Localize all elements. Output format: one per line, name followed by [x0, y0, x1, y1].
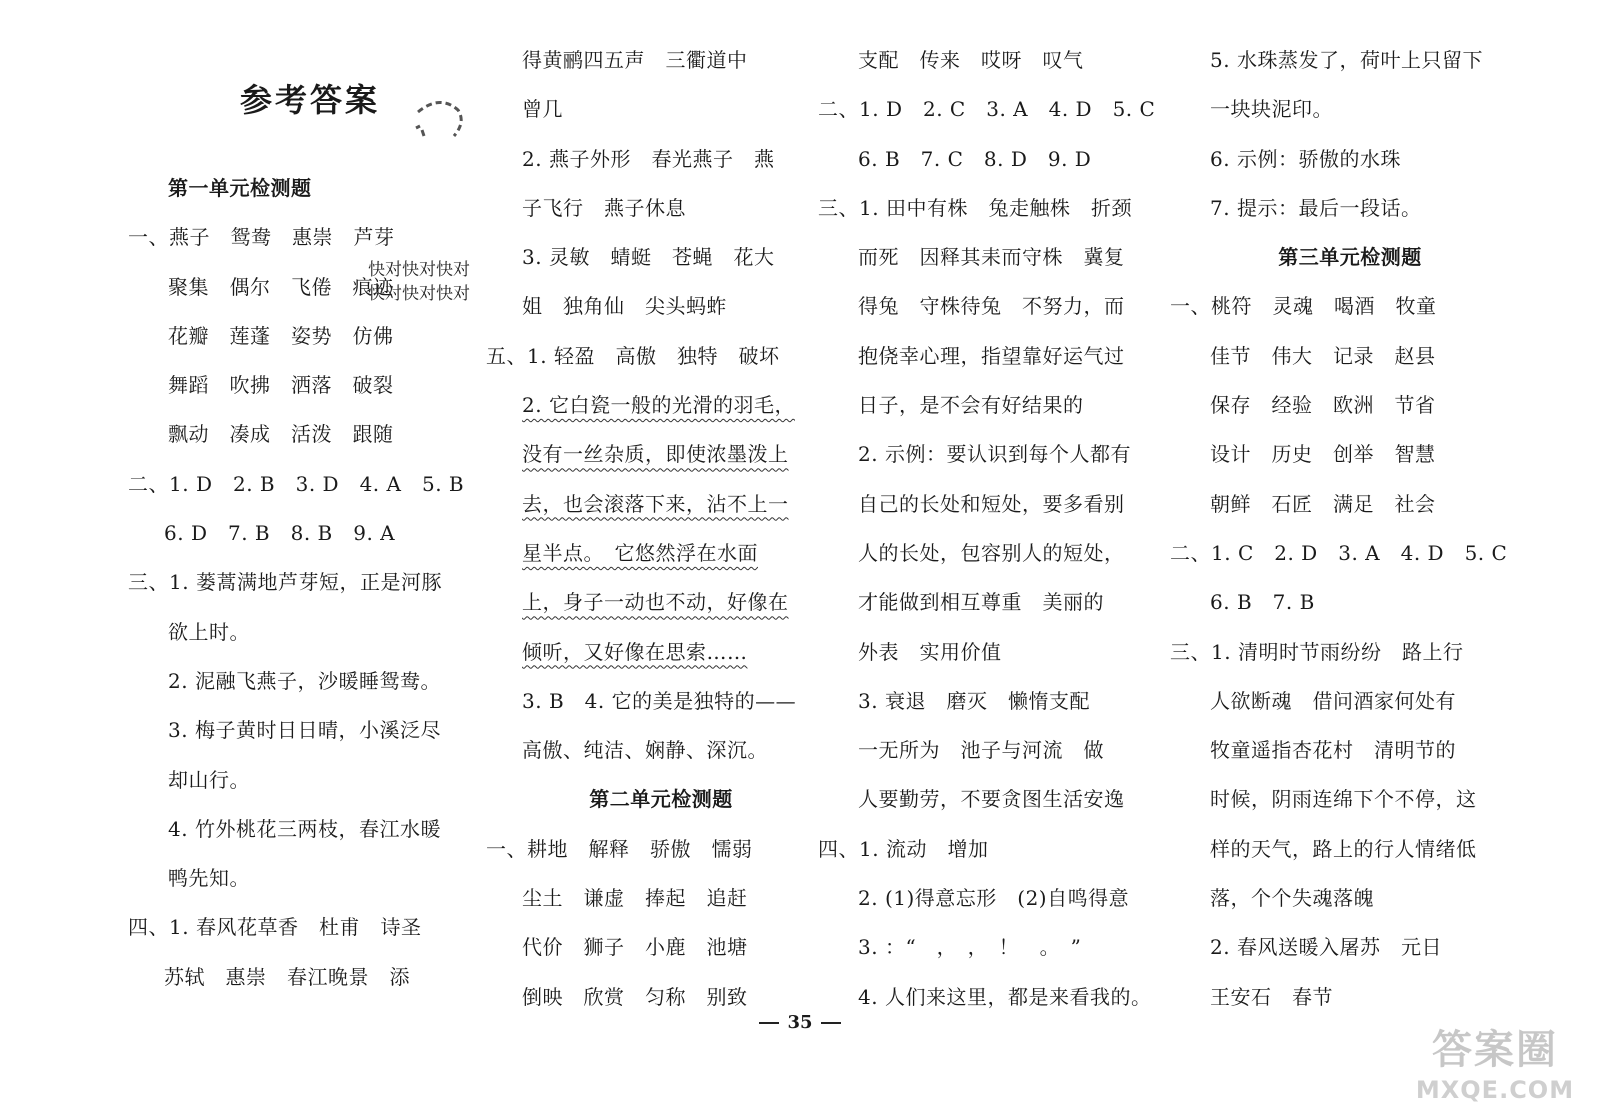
- answer-text: 飘动 凑成 活泼 跟随: [168, 422, 394, 447]
- answer-text: 二、1. D 2. C 3. A 4. D 5. C: [818, 97, 1156, 122]
- answer-line: [818, 578, 1168, 627]
- column-1: [128, 36, 468, 1002]
- answer-line: [818, 923, 1168, 972]
- answer-text: 三、1. 蒌蒿满地芦芽短，正是河豚: [128, 570, 442, 595]
- answer-line: [818, 282, 1168, 331]
- answer-text: 得黄鹂四五声 三衢道中: [522, 48, 748, 72]
- answer-text: 5. 水珠蒸发了，荷叶上只留下: [1210, 48, 1483, 72]
- answer-text: 欲上时。: [168, 619, 250, 644]
- answer-text: 苏轼 惠崇 春江晚景 添: [164, 964, 410, 989]
- answer-line: [1170, 529, 1530, 578]
- answer-text: 鸭先知。: [168, 866, 250, 891]
- answer-line: [128, 805, 468, 854]
- answer-line: [1170, 825, 1530, 874]
- answer-line: [486, 923, 836, 972]
- answer-text: 落，个个失魂落魄: [1210, 886, 1374, 911]
- answer-text: 2. (1)得意忘形 (2)自鸣得意: [858, 886, 1130, 911]
- answer-text: 四、1. 流动 增加: [818, 836, 989, 861]
- answer-line: [128, 361, 468, 410]
- answer-line: [1170, 135, 1530, 184]
- answer-line: [486, 726, 836, 775]
- answer-line: [818, 825, 1168, 874]
- answer-line: [128, 509, 468, 558]
- answer-text: 子飞行 燕子休息: [522, 195, 686, 220]
- answer-line: [128, 460, 468, 509]
- answer-text: 人的长处，包容别人的短处，: [858, 540, 1125, 565]
- answer-line: [486, 529, 836, 578]
- answer-text: 2. 燕子外形 春光燕子 燕: [522, 146, 775, 171]
- answer-line: [486, 85, 836, 134]
- answer-text: 第一单元检测题: [168, 176, 312, 200]
- answer-line: [818, 233, 1168, 282]
- answer-text: 二、1. C 2. D 3. A 4. D 5. C: [1170, 540, 1508, 565]
- answer-text: 曾几: [522, 97, 563, 122]
- answer-text: 得兔 守株待兔 不努力，而: [858, 294, 1125, 319]
- answer-line: [486, 135, 836, 184]
- answer-line: [128, 410, 468, 459]
- answer-text: 第二单元检测题: [589, 787, 733, 812]
- answer-line: [128, 657, 468, 706]
- answer-line: [1170, 726, 1530, 775]
- answer-text: 一、燕子 鸳鸯 惠崇 芦芽: [128, 225, 395, 250]
- answer-line: [128, 756, 468, 805]
- answer-line: [1170, 332, 1530, 381]
- answer-text: 一、耕地 解释 骄傲 懦弱: [486, 836, 753, 861]
- answer-text: 去，也会滚落下来，沾不上一: [522, 491, 789, 516]
- section-heading: [128, 164, 468, 213]
- answer-text: 6. B 7. C 8. D 9. D: [858, 146, 1092, 171]
- dash-right: [821, 1022, 841, 1024]
- answer-text: 尘土 谦虚 捧起 追赶: [522, 886, 748, 911]
- section-heading: [486, 775, 836, 824]
- answer-line: [1170, 578, 1530, 627]
- answer-line: [1170, 184, 1530, 233]
- answer-line: [1170, 282, 1530, 331]
- answer-text: 设计 历史 创举 智慧: [1210, 442, 1436, 467]
- answer-text: 三、1. 清明时节雨纷纷 路上行: [1170, 639, 1464, 664]
- answer-line: [486, 825, 836, 874]
- answer-text: 星半点。 它悠然浮在水面: [522, 540, 758, 565]
- answer-text: 才能做到相互尊重 美丽的: [858, 590, 1104, 615]
- answer-line: [128, 213, 468, 262]
- answer-line: [818, 135, 1168, 184]
- answer-line: [128, 903, 468, 952]
- answer-line: [1170, 923, 1530, 972]
- answer-text: 保存 经验 欧洲 节省: [1210, 393, 1436, 418]
- section-heading: [1170, 233, 1530, 282]
- answer-text: 3. 灵敏 蜻蜓 苍蝇 花大: [522, 245, 775, 270]
- page-number-text: 35: [787, 1012, 813, 1033]
- answer-line: [128, 706, 468, 755]
- answer-text: 6. 示例：骄傲的水珠: [1210, 146, 1401, 171]
- watermark-url: MXQE.COM: [1415, 1076, 1575, 1104]
- answer-text: 倾听，又好像在思索……: [522, 639, 748, 664]
- answer-text: 样的天气，路上的行人情绪低: [1210, 836, 1477, 861]
- answer-line: [1170, 677, 1530, 726]
- answer-text: 3. B 4. 它的美是独特的——: [522, 688, 797, 713]
- answer-line: [128, 312, 468, 361]
- answer-line: [1170, 85, 1530, 134]
- answer-text: 一块块泥印。: [1210, 97, 1333, 122]
- answer-text: 第三单元检测题: [1278, 245, 1422, 270]
- answer-line: [486, 430, 836, 479]
- answer-text: 王安石 春节: [1210, 984, 1333, 1009]
- watermark-brand: 答案圈: [1432, 1027, 1558, 1073]
- answer-line: [818, 677, 1168, 726]
- answer-text: 舞蹈 吹拂 洒落 破裂: [168, 373, 394, 398]
- page-title: 参考答案: [240, 81, 381, 119]
- answer-text: 一无所为 池子与河流 做: [858, 738, 1104, 763]
- answer-text: 二、1. D 2. B 3. D 4. A 5. B: [128, 471, 465, 496]
- answer-text: 3. 衰退 磨灭 懒惰支配: [858, 688, 1090, 713]
- answer-text: 支配 传来 哎呀 叹气: [858, 48, 1084, 72]
- answer-text: 聚集 偶尔 飞倦 痕迹: [168, 274, 394, 299]
- stamp-line: 快对快对快对: [368, 284, 470, 304]
- column-3: [818, 36, 1168, 1022]
- answer-line: [1170, 430, 1530, 479]
- answer-line: [486, 332, 836, 381]
- answer-line: [818, 628, 1168, 677]
- answer-text: 2. 它白瓷一般的光滑的羽毛，: [522, 393, 795, 418]
- answer-line: [486, 184, 836, 233]
- answer-line: [486, 578, 836, 627]
- answer-text: 外表 实用价值: [858, 639, 1002, 664]
- answer-text: 而死 因释其耒而守株 冀复: [858, 245, 1125, 270]
- answer-line: [128, 854, 468, 903]
- answer-line: [1170, 36, 1530, 85]
- answer-text: 人要勤劳，不要贪图生活安逸: [858, 787, 1125, 812]
- answer-line: [1170, 775, 1530, 824]
- answer-text: 佳节 伟大 记录 赵县: [1210, 343, 1436, 368]
- answer-line: [818, 529, 1168, 578]
- answer-text: 自己的长处和短处，要多看别: [858, 491, 1125, 516]
- answer-line: [818, 381, 1168, 430]
- swirl-mark-icon: [410, 92, 470, 152]
- answer-line: [486, 628, 836, 677]
- answer-text: 人欲断魂 借问酒家何处有: [1210, 688, 1456, 713]
- answer-text: 姐 独角仙 尖头蚂蚱: [522, 294, 727, 319]
- column-2: [486, 36, 836, 1022]
- stamp-line: 快对快对快对: [368, 260, 470, 280]
- answer-text: 3. ：“ ， ， ！ 。 ”: [858, 935, 1082, 960]
- answer-line: [486, 36, 836, 85]
- answer-text: 花瓣 莲蓬 姿势 仿佛: [168, 323, 394, 348]
- answer-line: [818, 726, 1168, 775]
- answer-text: 2. 春风送暖入屠苏 元日: [1210, 935, 1442, 960]
- answer-line: [1170, 874, 1530, 923]
- column-4: [1170, 36, 1530, 1022]
- answer-line: [818, 775, 1168, 824]
- answer-line: [486, 480, 836, 529]
- answer-line: [486, 874, 836, 923]
- answer-text: 高傲、纯洁、娴静、深沉。: [522, 738, 768, 763]
- answer-text: 4. 人们来这里，都是来看我的。: [858, 984, 1152, 1009]
- answer-text: 2. 示例：要认识到每个人都有: [858, 442, 1131, 467]
- answer-line: [128, 608, 468, 657]
- answer-line: [1170, 480, 1530, 529]
- answer-text: 朝鲜 石匠 满足 社会: [1210, 491, 1436, 516]
- answer-text: 6. D 7. B 8. B 9. A: [164, 521, 396, 546]
- answer-line: [486, 282, 836, 331]
- answer-text: 4. 竹外桃花三两枝，春江水暖: [168, 816, 441, 841]
- answer-text: 倒映 欣赏 匀称 别致: [522, 984, 748, 1009]
- answer-line: [1170, 628, 1530, 677]
- answer-line: [818, 480, 1168, 529]
- answer-text: 一、桃符 灵魂 喝酒 牧童: [1170, 294, 1437, 319]
- answer-text: 五、1. 轻盈 高傲 独特 破坏: [486, 343, 780, 368]
- answer-text: 四、1. 春风花草香 杜甫 诗圣: [128, 915, 422, 940]
- answer-line: [818, 36, 1168, 85]
- answer-line: [818, 874, 1168, 923]
- answer-line: [818, 332, 1168, 381]
- answer-text: 抱侥幸心理，指望靠好运气过: [858, 343, 1125, 368]
- answer-line: [486, 677, 836, 726]
- answer-text: 日子，是不会有好结果的: [858, 393, 1084, 418]
- answer-text: 牧童遥指杏花村 清明节的: [1210, 738, 1456, 763]
- page-number: [0, 1012, 1600, 1033]
- answer-line: [818, 85, 1168, 134]
- dash-left: [759, 1022, 779, 1024]
- answer-line: [486, 381, 836, 430]
- answer-line: [818, 184, 1168, 233]
- answer-text: 三、1. 田中有株 兔走触株 折颈: [818, 195, 1132, 220]
- answer-line: [486, 233, 836, 282]
- answer-line: [128, 558, 468, 607]
- answer-text: 却山行。: [168, 767, 250, 792]
- answer-text: 3. 梅子黄时日日晴，小溪泛尽: [168, 718, 441, 743]
- answer-text: 7. 提示：最后一段话。: [1210, 195, 1422, 220]
- answer-text: 2. 泥融飞燕子，沙暖睡鸳鸯。: [168, 668, 441, 693]
- answer-line: [818, 430, 1168, 479]
- answer-text: 时候，阴雨连绵下个不停，这: [1210, 787, 1477, 812]
- watermark: [1395, 1018, 1595, 1110]
- stamp-text: [368, 258, 470, 306]
- answer-text: 没有一丝杂质，即使浓墨泼上: [522, 442, 789, 467]
- answer-text: 上，身子一动也不动，好像在: [522, 590, 789, 615]
- answer-line: [1170, 381, 1530, 430]
- answer-text: 6. B 7. B: [1210, 590, 1315, 615]
- answer-line: [128, 953, 468, 1002]
- answer-text: 代价 狮子 小鹿 池塘: [522, 935, 748, 960]
